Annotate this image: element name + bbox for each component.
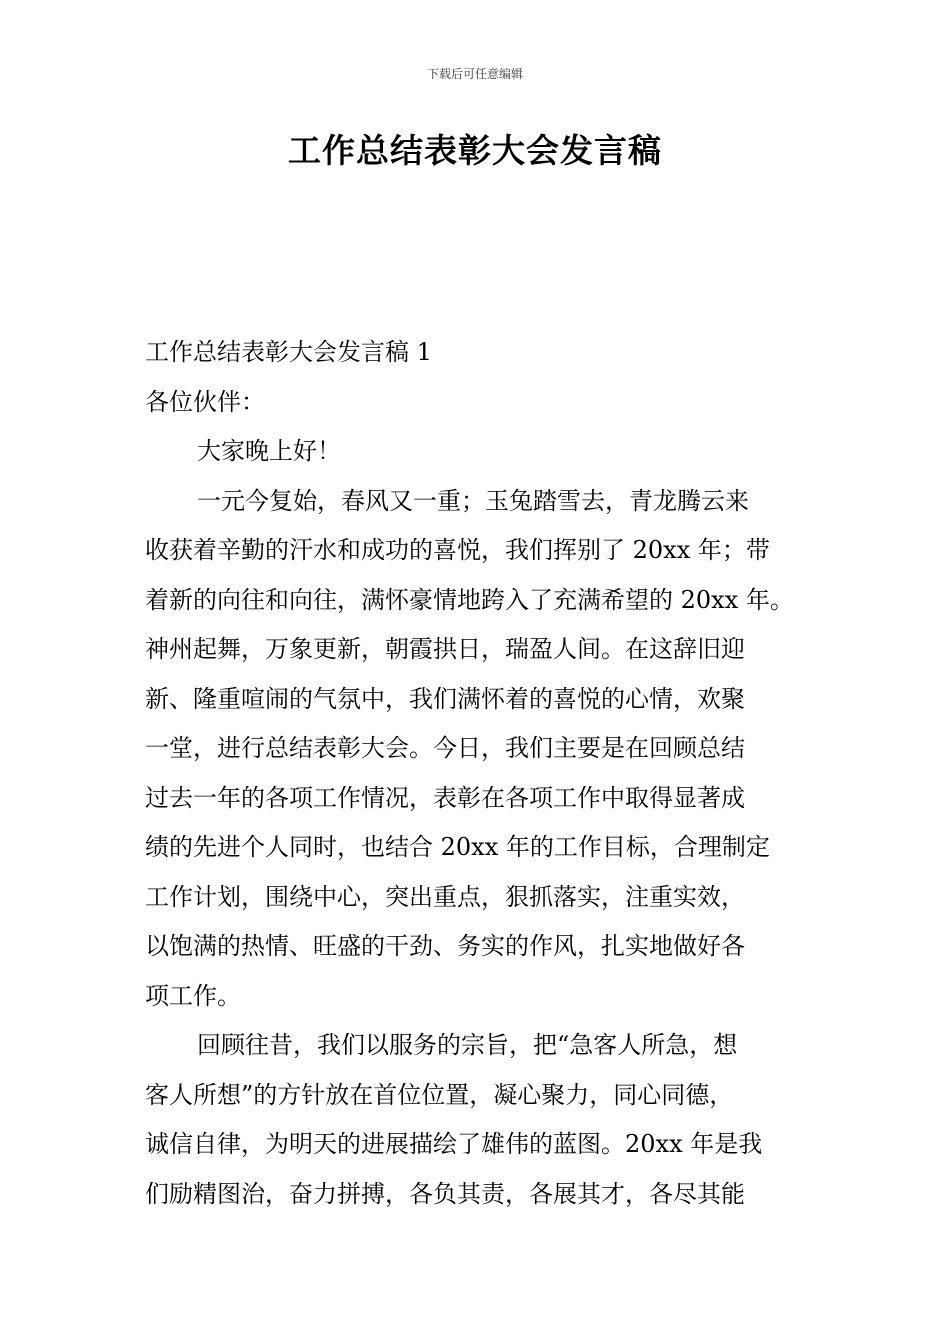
paragraph-line: 神州起舞，万象更新，朝霞拱日，瑞盈人间。在这辞旧迎 <box>145 635 745 663</box>
paragraph-line: 工作计划，围绕中心，突出重点，狠抓落实，注重实效， <box>145 882 745 911</box>
paragraph-line: 以饱满的热情、旺盛的干劲、务实的作风，扎实地做好各 <box>145 932 745 960</box>
paragraph-line: 一堂，进行总结表彰大会。今日，我们主要是在回顾总结 <box>145 734 745 762</box>
paragraph-line: 收获着辛勤的汗水和成功的喜悦，我们挥别了 20xx 年；带 <box>145 536 770 564</box>
paragraph-line: 绩的先进个人同时，也结合 20xx 年的工作目标，合理制定 <box>145 833 770 861</box>
paragraph-line: 诚信自律，为明天的进展描绘了雄伟的蓝图。20xx 年是我 <box>145 1130 763 1158</box>
section-heading: 工作总结表彰大会发言稿 1 <box>145 338 432 366</box>
document-body <box>145 328 825 1219</box>
greeting: 大家晚上好！ <box>197 437 341 465</box>
paragraph-line: 客人所想”的方针放在首位位置，凝心聚力，同心同德， <box>145 1080 734 1109</box>
paragraph-line: 项工作。 <box>145 981 241 1010</box>
paragraph-line: 们励精图治，奋力拼搏，各负其责，各展其才，各尽其能 <box>145 1179 745 1208</box>
header-note: 下载后可任意编辑 <box>426 67 523 81</box>
paragraph-1 <box>145 477 825 1022</box>
document-title: 工作总结表彰大会发言稿 <box>288 131 662 170</box>
salutation: 各位伙伴： <box>145 387 265 416</box>
paragraph-2 <box>145 1021 825 1219</box>
paragraph-line: 新、隆重喧闹的气氛中，我们满怀着的喜悦的心情，欢聚 <box>145 684 745 713</box>
paragraph-line: 过去一年的各项工作情况，表彰在各项工作中取得显著成 <box>145 783 745 812</box>
paragraph-line: 着新的向往和向往，满怀豪情地跨入了充满希望的 20xx 年。 <box>145 585 794 614</box>
paragraph-line: 回顾往昔，我们以服务的宗旨，把“急客人所急，想 <box>197 1031 738 1059</box>
paragraph-line: 一元今复始，春风又一重；玉兔踏雪去，青龙腾云来 <box>197 486 749 515</box>
